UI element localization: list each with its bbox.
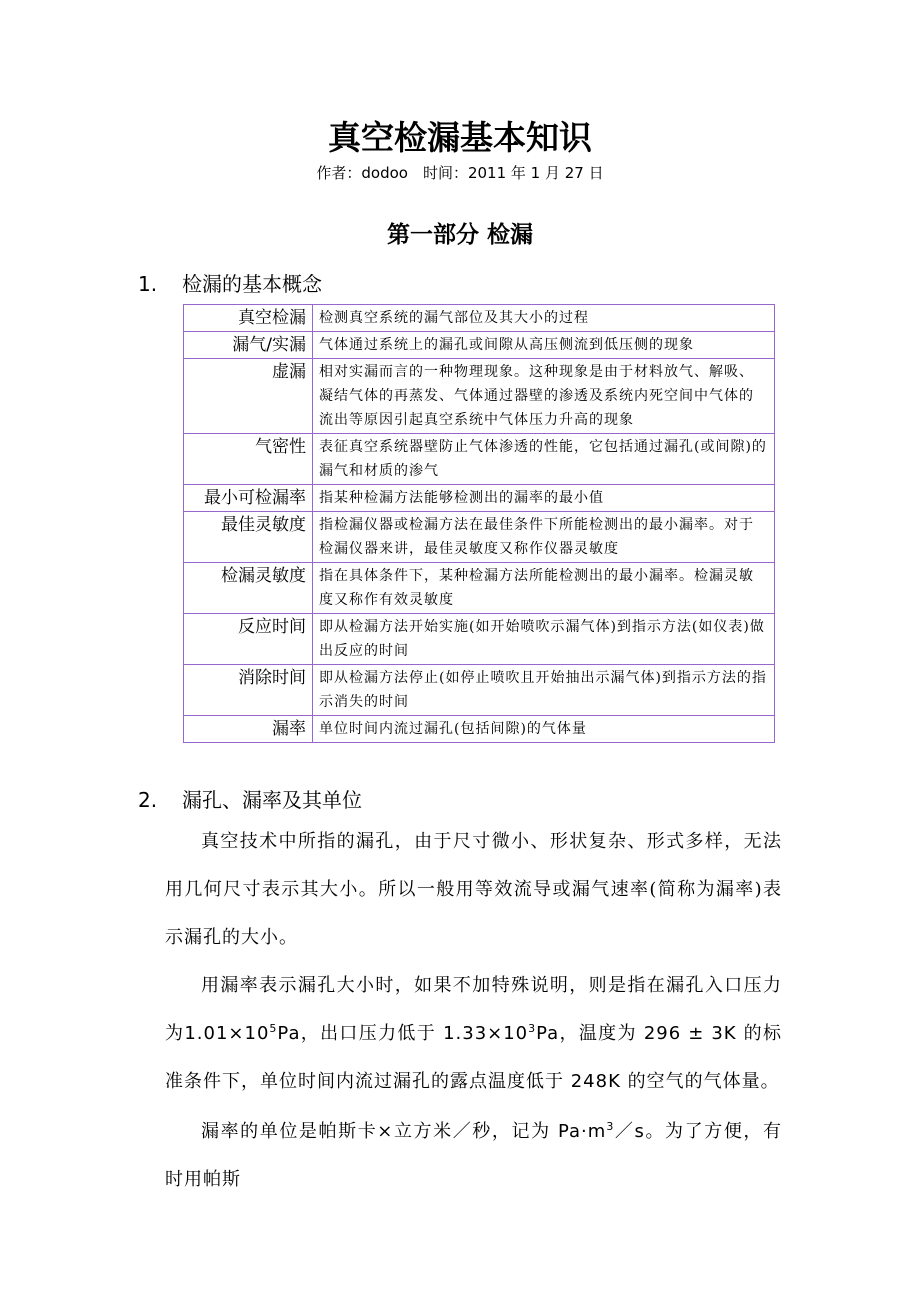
paragraph-leak-rate-conditions: 用漏率表示漏孔大小时，如果不加特殊说明，则是指在漏孔入口压力为$1.01\times 10^5Pa$，出口压力低于 $1.33\times 10^3Pa$，温度为 296 ± 3K 的标准条件下，单位时间内流过漏孔的露点温度低于 248K 的空气的气体量。 [165, 975, 782, 1092]
definition-description: 即从检漏方法开始实施(如开始喷吹示漏气体)到指示方法(如仪表)做出反应的时间 [313, 614, 775, 665]
definition-description: 指检漏仪器或检漏方法在最佳条件下所能检测出的最小漏率。对于检漏仪器来讲，最佳灵敏度又称作仪器灵敏度 [313, 512, 775, 563]
author-date: 作者：dodoo 时间：2011 年 1 月 27 日 [316, 164, 604, 182]
definition-row [184, 512, 775, 563]
definition-description: 单位时间内流过漏孔(包括间隙)的气体量 [313, 716, 775, 743]
definition-description: 相对实漏而言的一种物理现象。这种现象是由于材料放气、解吸、凝结气体的再蒸发、气体通过器壁的渗透及系统内死空间中气体的流出等原因引起真空系统中气体压力升高的现象 [313, 359, 775, 434]
section-heading-2 [138, 784, 362, 813]
definition-row [184, 434, 775, 485]
section-title: 漏孔、漏率及其单位 [182, 788, 362, 812]
definition-term: 真空检漏 [184, 305, 313, 332]
definition-term: 气密性 [184, 434, 313, 485]
definition-row [184, 614, 775, 665]
definition-row [184, 563, 775, 614]
section-title: 检漏的基本概念 [182, 272, 322, 296]
definition-description: 检测真空系统的漏气部位及其大小的过程 [313, 305, 775, 332]
definition-row [184, 332, 775, 359]
section-number: 1. [138, 272, 158, 296]
section-heading-1 [138, 268, 322, 297]
definition-row [184, 359, 775, 434]
definition-term: 漏率 [184, 716, 313, 743]
definition-term: 虚漏 [184, 359, 313, 434]
definition-term: 漏气/实漏 [184, 332, 313, 359]
definition-row [184, 305, 775, 332]
definition-row [184, 716, 775, 743]
definition-description: 指某种检漏方法能够检测出的漏率的最小值 [313, 485, 775, 512]
definition-term: 检漏灵敏度 [184, 563, 313, 614]
paragraph-leak-rate-unit: 漏率的单位是帕斯卡×立方米／秒，记为 $Pa\cdot m^3/s$。为了方便，有时用帕斯 [165, 1120, 782, 1190]
part-heading: 第一部分 检漏 [386, 222, 533, 248]
definition-description: 气体通过系统上的漏孔或间隙从高压侧流到低压侧的现象 [313, 332, 775, 359]
definition-description: 即从检漏方法停止(如停止喷吹且开始抽出示漏气体)到指示方法的指示消失的时间 [313, 665, 775, 716]
definition-term: 消除时间 [184, 665, 313, 716]
definitions-table [183, 304, 775, 743]
paragraph-leak-hole: 真空技术中所指的漏孔，由于尺寸微小、形状复杂、形式多样，无法用几何尺寸表示其大小。所以一般用等效流导或漏气速率(简称为漏率)表示漏孔的大小。 [165, 831, 782, 948]
document-title: 真空检漏基本知识 [328, 118, 592, 157]
definition-row [184, 485, 775, 512]
definition-row [184, 665, 775, 716]
definition-description: 表征真空系统器壁防止气体渗透的性能，它包括通过漏孔(或间隙)的漏气和材质的渗气 [313, 434, 775, 485]
definition-term: 反应时间 [184, 614, 313, 665]
definition-description: 指在具体条件下，某种检漏方法所能检测出的最小漏率。检漏灵敏度又称作有效灵敏度 [313, 563, 775, 614]
definition-term: 最小可检漏率 [184, 485, 313, 512]
definition-term: 最佳灵敏度 [184, 512, 313, 563]
section-number: 2. [138, 788, 158, 812]
